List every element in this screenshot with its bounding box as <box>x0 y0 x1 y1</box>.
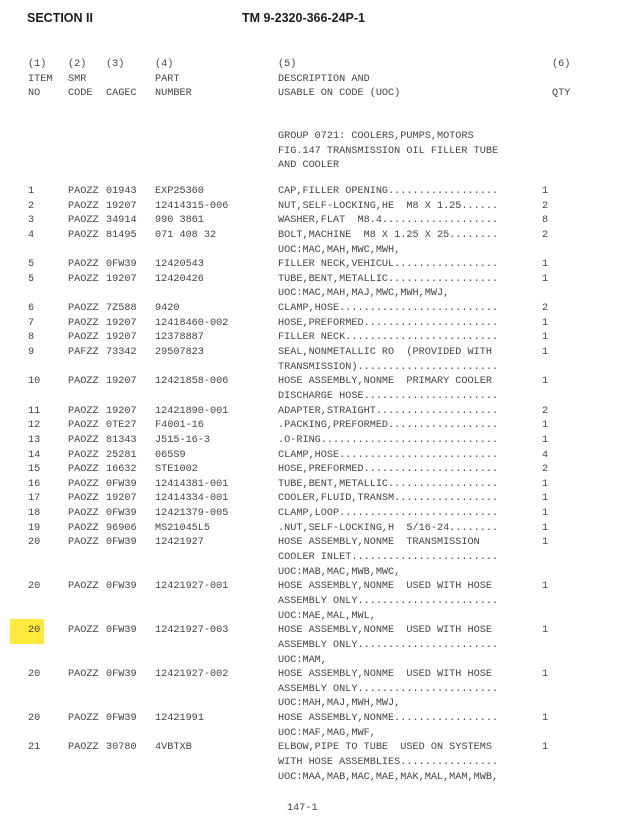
item-no-cell: 5 <box>28 273 35 285</box>
qty-cell: 2 <box>542 464 549 476</box>
part-header: PART <box>155 73 180 85</box>
table-row <box>0 317 625 332</box>
section-title: SECTION II <box>27 11 93 25</box>
description-cell: ELBOW,PIPE TO TUBE USED ON SYSTEMS <box>278 742 492 754</box>
item-no-cell: 20 <box>28 713 41 725</box>
table-row <box>0 200 625 215</box>
table-row-continuation <box>0 595 625 610</box>
group-header-line <box>0 145 625 160</box>
description-header: DESCRIPTION AND <box>278 73 370 85</box>
part-number-cell: 12378887 <box>155 332 204 344</box>
item-no-cell: 5 <box>28 259 35 271</box>
table-row <box>0 449 625 464</box>
item-no-cell: 21 <box>28 742 41 754</box>
smr-code-cell: PAOZZ <box>68 376 99 388</box>
qty-cell: 1 <box>542 669 549 681</box>
smr-code-cell: PAOZZ <box>68 420 99 432</box>
smr-code-cell: PAOZZ <box>68 478 99 490</box>
table-row <box>0 624 625 639</box>
item-no-cell: 10 <box>28 376 41 388</box>
description-cell: FILLER NECK,VEHICUL................. <box>278 259 499 271</box>
description-cell: ASSEMBLY ONLY....................... <box>278 595 499 607</box>
smr-code-cell: PAOZZ <box>68 742 99 754</box>
part-number-header: NUMBER <box>155 88 192 100</box>
col-2-label: (2) <box>68 59 87 70</box>
part-number-cell: EXP25360 <box>155 186 204 197</box>
table-row <box>0 492 625 507</box>
table-row <box>0 346 625 361</box>
col-3-label: (3) <box>106 59 125 70</box>
smr-code-cell: PAOZZ <box>68 581 99 593</box>
qty-cell: 2 <box>542 200 549 212</box>
description-cell: UOC:MAC,MAH,MWC,MWH, <box>278 244 401 256</box>
qty-cell: 1 <box>542 537 549 549</box>
part-number-cell: 12418460-002 <box>155 317 229 329</box>
cagec-cell: 0TE27 <box>106 420 137 432</box>
smr-code-cell: PAOZZ <box>68 259 99 271</box>
cagec-cell: 81495 <box>106 229 137 241</box>
description-cell: FILLER NECK......................... <box>278 332 499 344</box>
description-cell: BOLT,MACHINE M8 X 1.25 X 25........ <box>278 229 499 241</box>
cagec-cell: 0FW39 <box>106 669 137 681</box>
description-cell: DISCHARGE HOSE...................... <box>278 390 499 402</box>
qty-cell: 1 <box>542 478 549 490</box>
table-row <box>0 331 625 346</box>
cagec-cell: 0FW39 <box>106 259 137 271</box>
cagec-cell: 19207 <box>106 200 137 212</box>
qty-cell: 1 <box>542 317 549 329</box>
column-headers <box>0 58 625 102</box>
part-number-cell: 12414334-001 <box>155 493 229 505</box>
description-cell: WASHER,FLAT M8.4................... <box>278 215 499 227</box>
cagec-cell: 19207 <box>106 493 137 505</box>
table-row <box>0 229 625 244</box>
table-row-continuation <box>0 610 625 625</box>
item-no-cell: 2 <box>28 200 35 212</box>
description-cell: HOSE,PREFORMED...................... <box>278 317 499 329</box>
part-number-cell: 12414315-006 <box>155 200 229 212</box>
table-row-continuation <box>0 654 625 669</box>
description-cell: CAP,FILLER OPENING.................. <box>278 186 499 197</box>
part-number-cell: 12421927-001 <box>155 581 229 593</box>
table-row-continuation <box>0 639 625 654</box>
cagec-header: CAGEC <box>106 88 137 100</box>
item-no-cell: 4 <box>28 229 35 241</box>
table-row-continuation <box>0 244 625 259</box>
part-number-cell: 4VBTXB <box>155 742 192 754</box>
smr-code-cell: PAOZZ <box>68 537 99 549</box>
group-header-line <box>0 130 625 145</box>
item-no-cell: 18 <box>28 508 41 520</box>
cagec-cell: 81343 <box>106 434 137 446</box>
description-cell: WITH HOSE ASSEMBLIES................ <box>278 756 499 768</box>
table-row-continuation <box>0 683 625 698</box>
table-row <box>0 214 625 229</box>
part-number-cell: 071 408 32 <box>155 229 217 241</box>
item-no-cell: 15 <box>28 464 41 476</box>
qty-cell: 1 <box>542 493 549 505</box>
table-row <box>0 405 625 420</box>
qty-cell: 1 <box>542 508 549 520</box>
page-number: 147-1 <box>287 803 318 814</box>
cagec-cell: 19207 <box>106 332 137 344</box>
part-number-cell: 12421379-005 <box>155 508 229 520</box>
description-cell: .O-RING............................. <box>278 434 499 446</box>
smr-code-cell: PAOZZ <box>68 200 99 212</box>
description-cell: UOC:MAH,MAJ,MWH,MWJ, <box>278 698 401 710</box>
table-row <box>0 463 625 478</box>
part-number-cell: 12421927-002 <box>155 669 229 681</box>
smr-code-cell: PAOZZ <box>68 317 99 329</box>
item-no-cell: 7 <box>28 317 35 329</box>
smr-code-cell: PAOZZ <box>68 449 99 461</box>
document-header <box>0 11 625 27</box>
smr-code-cell: PAOZZ <box>68 229 99 241</box>
part-number-cell: 12421927-003 <box>155 625 229 637</box>
item-no-header: NO <box>28 88 41 100</box>
description-cell: HOSE ASSEMBLY,NONME USED WITH HOSE <box>278 669 492 681</box>
table-row-continuation <box>0 756 625 771</box>
smr-code-cell: PAOZZ <box>68 434 99 446</box>
smr-code-cell: PAOZZ <box>68 303 99 315</box>
group-header-line <box>0 159 625 174</box>
description-cell: UOC:MAA,MAB,MAC,MAE,MAK,MAL,MAM,MWB, <box>278 771 499 783</box>
cagec-cell: 0FW39 <box>106 537 137 549</box>
cagec-cell: 7Z588 <box>106 303 137 315</box>
smr-code-cell: PAOZZ <box>68 522 99 534</box>
cagec-cell: 0FW39 <box>106 581 137 593</box>
part-number-cell: 29507823 <box>155 347 204 359</box>
item-no-cell: 3 <box>28 215 35 227</box>
smr-code-header: CODE <box>68 88 93 100</box>
table-row-continuation <box>0 390 625 405</box>
cagec-cell: 0FW39 <box>106 713 137 725</box>
column-header-line-2 <box>0 73 625 88</box>
description-cell: COOLER,FLUID,TRANSM................. <box>278 493 499 505</box>
description-cell: ASSEMBLY ONLY....................... <box>278 639 499 651</box>
description-cell: HOSE,PREFORMED...................... <box>278 464 499 476</box>
col-6-label: (6) <box>552 59 571 70</box>
part-number-cell: 12421927 <box>155 537 204 549</box>
table-body <box>0 185 625 785</box>
table-row <box>0 507 625 522</box>
part-number-cell: 12420426 <box>155 273 204 285</box>
description-cell: UOC:MAM, <box>278 654 327 666</box>
cagec-cell: 0FW39 <box>106 508 137 520</box>
qty-cell: 1 <box>542 186 549 197</box>
table-row-continuation <box>0 727 625 742</box>
qty-cell: 1 <box>542 347 549 359</box>
item-no-cell: 20 <box>28 537 41 549</box>
cagec-cell: 25281 <box>106 449 137 461</box>
smr-code-cell: PAOZZ <box>68 625 99 637</box>
description-cell: HOSE ASSEMBLY,NONME USED WITH HOSE <box>278 581 492 593</box>
description-cell: COOLER INLET........................ <box>278 552 499 564</box>
part-number-cell: 12421991 <box>155 713 204 725</box>
table-row-continuation <box>0 697 625 712</box>
qty-cell: 1 <box>542 625 549 637</box>
col-4-label: (4) <box>155 59 174 70</box>
cagec-cell: 19207 <box>106 273 137 285</box>
description-cell: ASSEMBLY ONLY....................... <box>278 683 499 695</box>
description-cell: UOC:MAC,MAH,MAJ,MWC,MWH,MWJ, <box>278 288 450 300</box>
table-row <box>0 580 625 595</box>
description-cell: CLAMP,HOSE.......................... <box>278 303 499 315</box>
smr-code-cell: PAOZZ <box>68 332 99 344</box>
qty-cell: 2 <box>542 405 549 417</box>
qty-cell: 8 <box>542 215 549 227</box>
cagec-cell: 16632 <box>106 464 137 476</box>
cagec-cell: 19207 <box>106 317 137 329</box>
smr-code-cell: PAOZZ <box>68 215 99 227</box>
part-number-cell: MS21045L5 <box>155 522 211 534</box>
qty-cell: 1 <box>542 581 549 593</box>
item-no-cell: 20 <box>28 581 41 593</box>
item-no-cell: 14 <box>28 449 41 461</box>
smr-code-cell: PAOZZ <box>68 493 99 505</box>
table-row <box>0 419 625 434</box>
part-number-cell: F4001-16 <box>155 420 204 432</box>
cagec-cell: 0FW39 <box>106 478 137 490</box>
item-no-cell: 6 <box>28 303 35 315</box>
description-cell: HOSE ASSEMBLY,NONME USED WITH HOSE <box>278 625 492 637</box>
item-no-cell: 8 <box>28 332 35 344</box>
smr-code-cell: PAOZZ <box>68 508 99 520</box>
description-cell: NUT,SELF-LOCKING,HE M8 X 1.25...... <box>278 200 499 212</box>
part-number-cell: 9420 <box>155 303 180 315</box>
item-no-cell: 9 <box>28 347 35 359</box>
smr-code-cell: PAOZZ <box>68 186 99 197</box>
cagec-cell: 19207 <box>106 405 137 417</box>
cagec-cell: 01943 <box>106 186 137 197</box>
table-row <box>0 302 625 317</box>
item-no-cell: 16 <box>28 478 41 490</box>
item-no-cell: 17 <box>28 493 41 505</box>
description-cell: TUBE,BENT,METALLIC.................. <box>278 478 499 490</box>
table-row <box>0 434 625 449</box>
smr-code-cell: PAOZZ <box>68 273 99 285</box>
qty-cell: 1 <box>542 376 549 388</box>
qty-cell: 1 <box>542 420 549 432</box>
smr-code-cell: PAOZZ <box>68 405 99 417</box>
figure-title-continued: AND COOLER <box>278 160 340 172</box>
col-1-label: (1) <box>28 59 47 70</box>
cagec-cell: 34914 <box>106 215 137 227</box>
table-row-continuation <box>0 287 625 302</box>
qty-cell: 2 <box>542 229 549 241</box>
qty-cell: 1 <box>542 742 549 754</box>
table-row <box>0 522 625 537</box>
table-row-continuation <box>0 771 625 786</box>
qty-header: QTY <box>552 88 571 100</box>
part-number-cell: 12414381-001 <box>155 478 229 490</box>
item-header: ITEM <box>28 73 53 85</box>
qty-cell: 1 <box>542 259 549 271</box>
col-5-label: (5) <box>278 59 297 70</box>
description-cell: ADAPTER,STRAIGHT.................... <box>278 405 499 417</box>
table-row <box>0 668 625 683</box>
usable-on-code-header: USABLE ON CODE (UOC) <box>278 88 401 100</box>
cagec-cell: 96906 <box>106 522 137 534</box>
qty-cell: 1 <box>542 332 549 344</box>
tm-number: TM 9-2320-366-24P-1 <box>242 11 365 25</box>
item-no-cell: 13 <box>28 434 41 446</box>
figure-title: FIG.147 TRANSMISSION OIL FILLER TUBE <box>278 145 499 157</box>
description-cell: UOC:MAE,MAL,MWL, <box>278 610 376 622</box>
part-number-cell: 12421890-001 <box>155 405 229 417</box>
description-cell: .PACKING,PREFORMED.................. <box>278 420 499 432</box>
table-row <box>0 712 625 727</box>
item-no-cell: 11 <box>28 405 41 417</box>
table-row <box>0 741 625 756</box>
smr-header: SMR <box>68 73 87 85</box>
description-cell: TUBE,BENT,METALLIC.................. <box>278 273 499 285</box>
qty-cell: 1 <box>542 522 549 534</box>
description-cell: .NUT,SELF-LOCKING,H 5/16-24........ <box>278 522 499 534</box>
table-row <box>0 258 625 273</box>
qty-cell: 1 <box>542 434 549 446</box>
part-number-cell: 12421858-006 <box>155 376 229 388</box>
description-cell: HOSE ASSEMBLY,NONME PRIMARY COOLER <box>278 376 492 388</box>
table-row <box>0 185 625 200</box>
item-no-cell: 19 <box>28 522 41 534</box>
part-number-cell: 065S9 <box>155 449 186 461</box>
description-cell: HOSE ASSEMBLY,NONME TRANSMISSION <box>278 537 480 549</box>
description-cell: SEAL,NONMETALLIC RO (PROVIDED WITH <box>278 347 492 359</box>
qty-cell: 4 <box>542 449 549 461</box>
table-row-continuation <box>0 566 625 581</box>
smr-code-cell: PAOZZ <box>68 713 99 725</box>
qty-cell: 2 <box>542 303 549 315</box>
cagec-cell: 19207 <box>106 376 137 388</box>
cagec-cell: 73342 <box>106 347 137 359</box>
smr-code-cell: PAOZZ <box>68 464 99 476</box>
column-header-line-1 <box>0 58 625 73</box>
smr-code-cell: PAFZZ <box>68 347 99 359</box>
item-no-cell: 20 <box>28 625 41 637</box>
item-no-cell: 1 <box>28 186 35 197</box>
qty-cell: 1 <box>542 273 549 285</box>
description-cell: TRANSMISSION)....................... <box>278 361 499 373</box>
description-cell: UOC:MAF,MAG,MWF, <box>278 727 376 739</box>
group-title: GROUP 0721: COOLERS,PUMPS,MOTORS <box>278 131 474 142</box>
item-no-cell: 12 <box>28 420 41 432</box>
qty-cell: 1 <box>542 713 549 725</box>
cagec-cell: 0FW39 <box>106 625 137 637</box>
column-header-line-3 <box>0 87 625 102</box>
table-row-continuation <box>0 551 625 566</box>
part-number-cell: 990 3861 <box>155 215 204 227</box>
description-cell: HOSE ASSEMBLY,NONME................. <box>278 713 499 725</box>
smr-code-cell: PAOZZ <box>68 669 99 681</box>
part-number-cell: STE1002 <box>155 464 198 476</box>
cagec-cell: 30780 <box>106 742 137 754</box>
table-row <box>0 273 625 288</box>
description-cell: CLAMP,LOOP.......................... <box>278 508 499 520</box>
item-no-cell: 20 <box>28 669 41 681</box>
table-row <box>0 478 625 493</box>
group-header <box>0 130 625 174</box>
description-cell: CLAMP,HOSE.......................... <box>278 449 499 461</box>
table-row <box>0 375 625 390</box>
part-number-cell: 12420543 <box>155 259 204 271</box>
table-row <box>0 536 625 551</box>
description-cell: UOC:MAB,MAC,MWB,MWC, <box>278 566 401 578</box>
part-number-cell: J515-16-3 <box>155 434 211 446</box>
table-row-continuation <box>0 361 625 376</box>
